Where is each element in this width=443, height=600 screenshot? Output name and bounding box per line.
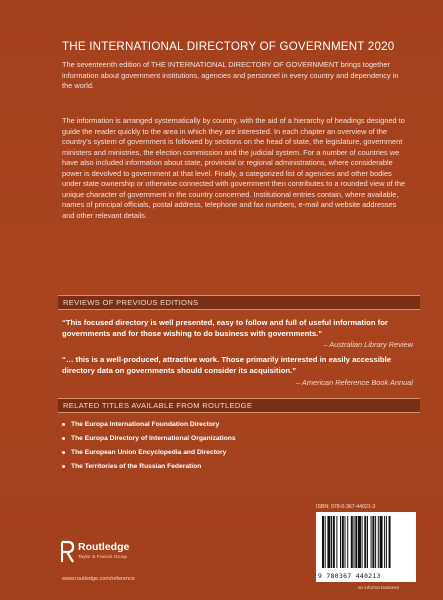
review-source-1: – Australian Library Review bbox=[323, 340, 413, 349]
barcode-bars-icon bbox=[322, 516, 410, 568]
related-title-item: The Europa International Foundation Directory bbox=[62, 418, 236, 432]
related-title-item: The Europa Directory of International Organizations bbox=[62, 432, 236, 446]
isbn-barcode bbox=[316, 512, 416, 582]
publisher-subtitle: Taylor & Francis Group bbox=[78, 555, 128, 560]
publisher-name: Routledge bbox=[78, 541, 130, 553]
related-title-item: The Territories of the Russian Federation bbox=[62, 460, 236, 474]
parent-company: an informa business bbox=[358, 585, 400, 590]
reviews-heading: REVIEWS OF PREVIOUS EDITIONS bbox=[63, 298, 199, 307]
description-paragraph: The information is arranged systematically by country, with the aid of a hierarchy of headings designed to guide the reader quickly to the area in which they are interested. In each chapter an overview of the country's system of government is followed by sections on the head of state, the legislature, government ministers and ministries, the election commission and the judicial system. For a number of countries we have also included information about state, provincial or regional administrations, where considerable power is devolved to government at that level. Finally, a categorized list of agencies and other bodies under state ownership or otherwise connected with government then contributes to a rounded view of the unique character of government in the country concerned. Institutional entries contain, where available, names of principal officials, postal address, telephone and fax numbers, e-mail and website addresses and other relevant details. bbox=[62, 116, 406, 220]
reviews-heading-band bbox=[58, 295, 420, 310]
related-heading-band bbox=[58, 398, 420, 413]
review-quote-1: “This focused directory is well presented, easy to follow and full of useful information for governments and for those wishing to do business with governments.” bbox=[62, 318, 388, 338]
routledge-r-icon bbox=[61, 540, 75, 564]
related-titles-list bbox=[62, 418, 236, 474]
book-title: THE INTERNATIONAL DIRECTORY OF GOVERNMENT 2020 bbox=[62, 40, 395, 53]
review-source-2: – American Reference Book Annual bbox=[296, 378, 413, 387]
related-title-item: The European Union Encyclopedia and Directory bbox=[62, 446, 236, 460]
publisher-url: www.routledge.com/reference bbox=[62, 576, 135, 582]
isbn-label: ISBN: 978-0-367-44021-3 bbox=[316, 504, 376, 510]
routledge-logo bbox=[61, 540, 151, 566]
intro-paragraph: The seventeenth edition of THE INTERNATIONAL DIRECTORY OF GOVERNMENT brings together information about government institutions, agencies and personnel in every country and dependency in the world. bbox=[62, 60, 399, 90]
related-heading: RELATED TITLES AVAILABLE FROM ROUTLEDGE bbox=[63, 401, 253, 410]
barcode-digits: 9 780367 440213 bbox=[318, 573, 381, 580]
review-quote-2: “… this is a well-produced, attractive work. Those primarily interested in easily accessible directory data on governments should consider its acquisition.” bbox=[62, 355, 391, 375]
